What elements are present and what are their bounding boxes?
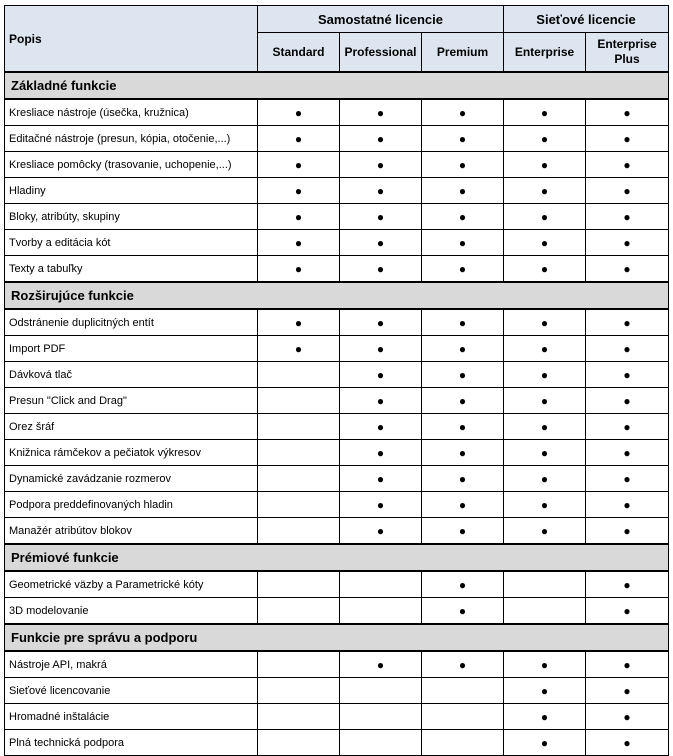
feature-cell bbox=[586, 466, 669, 492]
included-dot-icon: ● bbox=[623, 577, 631, 592]
feature-cell bbox=[340, 678, 422, 704]
feature-cell bbox=[504, 492, 586, 518]
feature-cell bbox=[422, 178, 504, 204]
feature-cell bbox=[258, 730, 340, 756]
table-row bbox=[5, 256, 669, 283]
feature-cell bbox=[340, 571, 422, 598]
feature-cell bbox=[422, 99, 504, 126]
header-col-enterprise-plus: Enterprise Plus bbox=[586, 33, 669, 73]
feature-cell bbox=[586, 678, 669, 704]
included-dot-icon: ● bbox=[458, 523, 467, 538]
table-row bbox=[5, 126, 669, 152]
feature-cell bbox=[422, 256, 504, 283]
feature-label: Kresliace nástroje (úsečka, kružnica) bbox=[5, 99, 258, 126]
included-dot-icon: ● bbox=[540, 209, 549, 224]
table-row bbox=[5, 730, 669, 756]
included-dot-icon: ● bbox=[376, 261, 385, 276]
table-row bbox=[5, 492, 669, 518]
feature-cell bbox=[586, 178, 669, 204]
feature-cell bbox=[422, 230, 504, 256]
feature-cell bbox=[586, 598, 669, 625]
feature-label: Import PDF bbox=[5, 336, 258, 362]
included-dot-icon: ● bbox=[376, 497, 385, 512]
included-dot-icon: ● bbox=[540, 709, 549, 724]
feature-cell bbox=[422, 362, 504, 388]
feature-cell bbox=[340, 256, 422, 283]
table-row bbox=[5, 704, 669, 730]
feature-cell bbox=[340, 204, 422, 230]
feature-cell bbox=[504, 204, 586, 230]
feature-cell bbox=[504, 466, 586, 492]
feature-cell bbox=[504, 309, 586, 336]
included-dot-icon: ● bbox=[623, 603, 631, 618]
header-col-enterprise: Enterprise bbox=[504, 33, 586, 73]
included-dot-icon: ● bbox=[540, 183, 549, 198]
feature-cell bbox=[258, 204, 340, 230]
included-dot-icon: ● bbox=[623, 657, 631, 672]
included-dot-icon: ● bbox=[623, 523, 631, 538]
included-dot-icon: ● bbox=[540, 131, 549, 146]
included-dot-icon: ● bbox=[294, 341, 303, 356]
section-title: Základné funkcie bbox=[5, 72, 669, 99]
table-header bbox=[5, 6, 669, 73]
feature-label: Podpora preddefinovaných hladin bbox=[5, 492, 258, 518]
included-dot-icon: ● bbox=[458, 445, 467, 460]
feature-cell bbox=[422, 152, 504, 178]
included-dot-icon: ● bbox=[458, 131, 467, 146]
header-group-network: Sieťové licencie bbox=[504, 6, 669, 33]
included-dot-icon: ● bbox=[623, 235, 631, 250]
included-dot-icon: ● bbox=[376, 315, 385, 330]
feature-label: Kresliace pomôcky (trasovanie, uchopenie,...) bbox=[5, 152, 258, 178]
included-dot-icon: ● bbox=[623, 131, 631, 146]
feature-cell bbox=[586, 152, 669, 178]
included-dot-icon: ● bbox=[376, 657, 385, 672]
feature-cell bbox=[422, 414, 504, 440]
included-dot-icon: ● bbox=[540, 315, 549, 330]
included-dot-icon: ● bbox=[376, 523, 385, 538]
included-dot-icon: ● bbox=[376, 235, 385, 250]
included-dot-icon: ● bbox=[458, 419, 467, 434]
feature-cell bbox=[586, 414, 669, 440]
table-row bbox=[5, 571, 669, 598]
table-row bbox=[5, 230, 669, 256]
included-dot-icon: ● bbox=[623, 105, 631, 120]
header-popis: Popis bbox=[5, 6, 258, 73]
included-dot-icon: ● bbox=[623, 709, 631, 724]
feature-cell bbox=[504, 651, 586, 678]
feature-cell bbox=[422, 204, 504, 230]
included-dot-icon: ● bbox=[294, 235, 303, 250]
feature-cell bbox=[258, 492, 340, 518]
included-dot-icon: ● bbox=[623, 471, 631, 486]
feature-cell bbox=[504, 678, 586, 704]
table-row bbox=[5, 99, 669, 126]
included-dot-icon: ● bbox=[540, 445, 549, 460]
feature-cell bbox=[340, 126, 422, 152]
included-dot-icon: ● bbox=[623, 419, 631, 434]
feature-label: Texty a tabuľky bbox=[5, 256, 258, 283]
included-dot-icon: ● bbox=[623, 393, 631, 408]
feature-cell bbox=[340, 414, 422, 440]
feature-cell bbox=[258, 571, 340, 598]
table-row bbox=[5, 414, 669, 440]
feature-cell bbox=[422, 730, 504, 756]
table-row bbox=[5, 518, 669, 545]
included-dot-icon: ● bbox=[458, 393, 467, 408]
included-dot-icon: ● bbox=[376, 105, 385, 120]
feature-cell bbox=[422, 309, 504, 336]
included-dot-icon: ● bbox=[376, 157, 385, 172]
feature-cell bbox=[340, 598, 422, 625]
included-dot-icon: ● bbox=[458, 657, 467, 672]
included-dot-icon: ● bbox=[623, 209, 631, 224]
section-title: Funkcie pre správu a podporu bbox=[5, 624, 669, 651]
feature-cell bbox=[504, 152, 586, 178]
feature-cell bbox=[422, 704, 504, 730]
included-dot-icon: ● bbox=[458, 497, 467, 512]
included-dot-icon: ● bbox=[458, 341, 467, 356]
included-dot-icon: ● bbox=[540, 105, 549, 120]
feature-cell bbox=[586, 518, 669, 545]
feature-label: Knižnica rámčekov a pečiatok výkresov bbox=[5, 440, 258, 466]
feature-cell bbox=[340, 230, 422, 256]
feature-label: Plná technická podpora bbox=[5, 730, 258, 756]
feature-cell bbox=[504, 178, 586, 204]
included-dot-icon: ● bbox=[376, 183, 385, 198]
included-dot-icon: ● bbox=[540, 341, 549, 356]
included-dot-icon: ● bbox=[540, 523, 549, 538]
feature-cell bbox=[422, 492, 504, 518]
feature-cell bbox=[422, 651, 504, 678]
feature-cell bbox=[258, 178, 340, 204]
included-dot-icon: ● bbox=[458, 105, 467, 120]
feature-cell bbox=[586, 362, 669, 388]
header-group-standalone: Samostatné licencie bbox=[258, 6, 504, 33]
feature-cell bbox=[422, 466, 504, 492]
table-row bbox=[5, 204, 669, 230]
table-row bbox=[5, 152, 669, 178]
included-dot-icon: ● bbox=[623, 341, 631, 356]
feature-cell bbox=[586, 651, 669, 678]
table-body bbox=[5, 72, 669, 756]
included-dot-icon: ● bbox=[376, 393, 385, 408]
feature-cell bbox=[340, 440, 422, 466]
included-dot-icon: ● bbox=[458, 315, 467, 330]
feature-cell bbox=[258, 309, 340, 336]
feature-label: Nástroje API, makrá bbox=[5, 651, 258, 678]
included-dot-icon: ● bbox=[623, 157, 631, 172]
included-dot-icon: ● bbox=[623, 315, 631, 330]
feature-cell bbox=[340, 362, 422, 388]
feature-cell bbox=[586, 730, 669, 756]
feature-cell bbox=[340, 518, 422, 545]
included-dot-icon: ● bbox=[376, 367, 385, 382]
feature-cell bbox=[586, 309, 669, 336]
feature-cell bbox=[258, 230, 340, 256]
table-row bbox=[5, 178, 669, 204]
table-row bbox=[5, 336, 669, 362]
included-dot-icon: ● bbox=[294, 209, 303, 224]
section-title: Prémiové funkcie bbox=[5, 544, 669, 571]
section-header-row bbox=[5, 282, 669, 309]
included-dot-icon: ● bbox=[294, 183, 303, 198]
included-dot-icon: ● bbox=[294, 315, 303, 330]
feature-label: 3D modelovanie bbox=[5, 598, 258, 625]
feature-cell bbox=[586, 388, 669, 414]
section-header-row bbox=[5, 624, 669, 651]
feature-cell bbox=[504, 704, 586, 730]
feature-cell bbox=[340, 178, 422, 204]
feature-cell bbox=[504, 388, 586, 414]
feature-cell bbox=[258, 440, 340, 466]
feature-cell bbox=[504, 598, 586, 625]
included-dot-icon: ● bbox=[376, 209, 385, 224]
included-dot-icon: ● bbox=[376, 445, 385, 460]
table-row bbox=[5, 466, 669, 492]
included-dot-icon: ● bbox=[458, 183, 467, 198]
feature-cell bbox=[258, 336, 340, 362]
table-row bbox=[5, 362, 669, 388]
feature-cell bbox=[258, 598, 340, 625]
header-col-premium: Premium bbox=[422, 33, 504, 73]
feature-cell bbox=[504, 440, 586, 466]
included-dot-icon: ● bbox=[540, 657, 549, 672]
feature-label: Bloky, atribúty, skupiny bbox=[5, 204, 258, 230]
feature-cell bbox=[422, 598, 504, 625]
header-col-standard: Standard bbox=[258, 33, 340, 73]
feature-cell bbox=[504, 518, 586, 545]
included-dot-icon: ● bbox=[458, 471, 467, 486]
feature-cell bbox=[258, 678, 340, 704]
included-dot-icon: ● bbox=[623, 367, 631, 382]
included-dot-icon: ● bbox=[294, 131, 303, 146]
section-title: Rozširujúce funkcie bbox=[5, 282, 669, 309]
feature-label: Hromadné inštalácie bbox=[5, 704, 258, 730]
included-dot-icon: ● bbox=[540, 683, 549, 698]
included-dot-icon: ● bbox=[458, 603, 467, 618]
feature-cell bbox=[340, 309, 422, 336]
table-row bbox=[5, 309, 669, 336]
feature-cell bbox=[340, 704, 422, 730]
feature-cell bbox=[504, 99, 586, 126]
feature-cell bbox=[586, 336, 669, 362]
included-dot-icon: ● bbox=[376, 471, 385, 486]
feature-cell bbox=[258, 362, 340, 388]
feature-cell bbox=[258, 99, 340, 126]
table-row bbox=[5, 678, 669, 704]
included-dot-icon: ● bbox=[540, 735, 549, 750]
included-dot-icon: ● bbox=[376, 131, 385, 146]
feature-label: Editačné nástroje (presun, kópia, otočenie,...) bbox=[5, 126, 258, 152]
feature-cell bbox=[586, 126, 669, 152]
feature-cell bbox=[258, 704, 340, 730]
section-header-row bbox=[5, 72, 669, 99]
feature-cell bbox=[340, 492, 422, 518]
table-row bbox=[5, 440, 669, 466]
feature-cell bbox=[504, 230, 586, 256]
included-dot-icon: ● bbox=[376, 419, 385, 434]
included-dot-icon: ● bbox=[458, 367, 467, 382]
feature-cell bbox=[258, 518, 340, 545]
table-row bbox=[5, 388, 669, 414]
feature-cell bbox=[422, 126, 504, 152]
feature-label: Dynamické zavádzanie rozmerov bbox=[5, 466, 258, 492]
included-dot-icon: ● bbox=[540, 157, 549, 172]
included-dot-icon: ● bbox=[623, 183, 631, 198]
feature-cell bbox=[340, 466, 422, 492]
included-dot-icon: ● bbox=[458, 577, 467, 592]
feature-cell bbox=[340, 336, 422, 362]
feature-cell bbox=[586, 492, 669, 518]
feature-cell bbox=[586, 704, 669, 730]
included-dot-icon: ● bbox=[623, 445, 631, 460]
feature-cell bbox=[258, 388, 340, 414]
feature-cell bbox=[340, 99, 422, 126]
feature-cell bbox=[258, 126, 340, 152]
license-comparison-table bbox=[4, 5, 669, 756]
feature-cell bbox=[258, 651, 340, 678]
included-dot-icon: ● bbox=[540, 367, 549, 382]
feature-cell bbox=[504, 362, 586, 388]
feature-cell bbox=[504, 730, 586, 756]
included-dot-icon: ● bbox=[458, 235, 467, 250]
included-dot-icon: ● bbox=[623, 735, 631, 750]
feature-cell bbox=[422, 440, 504, 466]
feature-cell bbox=[340, 651, 422, 678]
included-dot-icon: ● bbox=[376, 341, 385, 356]
feature-cell bbox=[340, 388, 422, 414]
feature-cell bbox=[586, 256, 669, 283]
feature-cell bbox=[504, 126, 586, 152]
feature-cell bbox=[258, 414, 340, 440]
feature-cell bbox=[586, 230, 669, 256]
included-dot-icon: ● bbox=[458, 209, 467, 224]
feature-label: Sieťové licencovanie bbox=[5, 678, 258, 704]
included-dot-icon: ● bbox=[294, 261, 303, 276]
feature-cell bbox=[504, 571, 586, 598]
table-row bbox=[5, 651, 669, 678]
feature-cell bbox=[586, 99, 669, 126]
included-dot-icon: ● bbox=[540, 235, 549, 250]
feature-cell bbox=[340, 152, 422, 178]
feature-label: Orez šráf bbox=[5, 414, 258, 440]
feature-label: Geometrické väzby a Parametrické kóty bbox=[5, 571, 258, 598]
feature-cell bbox=[340, 730, 422, 756]
included-dot-icon: ● bbox=[294, 157, 303, 172]
included-dot-icon: ● bbox=[623, 683, 631, 698]
included-dot-icon: ● bbox=[458, 261, 467, 276]
included-dot-icon: ● bbox=[540, 497, 549, 512]
included-dot-icon: ● bbox=[294, 105, 303, 120]
feature-cell bbox=[504, 414, 586, 440]
feature-cell bbox=[258, 466, 340, 492]
feature-cell bbox=[504, 336, 586, 362]
feature-label: Hladiny bbox=[5, 178, 258, 204]
feature-label: Presun "Click and Drag" bbox=[5, 388, 258, 414]
included-dot-icon: ● bbox=[540, 419, 549, 434]
included-dot-icon: ● bbox=[623, 497, 631, 512]
feature-cell bbox=[422, 388, 504, 414]
feature-cell bbox=[258, 256, 340, 283]
feature-cell bbox=[422, 336, 504, 362]
included-dot-icon: ● bbox=[540, 471, 549, 486]
included-dot-icon: ● bbox=[540, 261, 549, 276]
header-col-professional: Professional bbox=[340, 33, 422, 73]
feature-cell bbox=[422, 678, 504, 704]
table-row bbox=[5, 598, 669, 625]
included-dot-icon: ● bbox=[623, 261, 631, 276]
feature-cell bbox=[586, 204, 669, 230]
feature-cell bbox=[422, 518, 504, 545]
section-header-row bbox=[5, 544, 669, 571]
feature-cell bbox=[586, 571, 669, 598]
feature-label: Manažér atribútov blokov bbox=[5, 518, 258, 545]
feature-label: Tvorby a editácia kót bbox=[5, 230, 258, 256]
feature-cell bbox=[504, 256, 586, 283]
feature-cell bbox=[586, 440, 669, 466]
feature-label: Dávková tlač bbox=[5, 362, 258, 388]
included-dot-icon: ● bbox=[458, 157, 467, 172]
feature-label: Odstránenie duplicitných entít bbox=[5, 309, 258, 336]
feature-cell bbox=[258, 152, 340, 178]
feature-cell bbox=[422, 571, 504, 598]
included-dot-icon: ● bbox=[540, 393, 549, 408]
